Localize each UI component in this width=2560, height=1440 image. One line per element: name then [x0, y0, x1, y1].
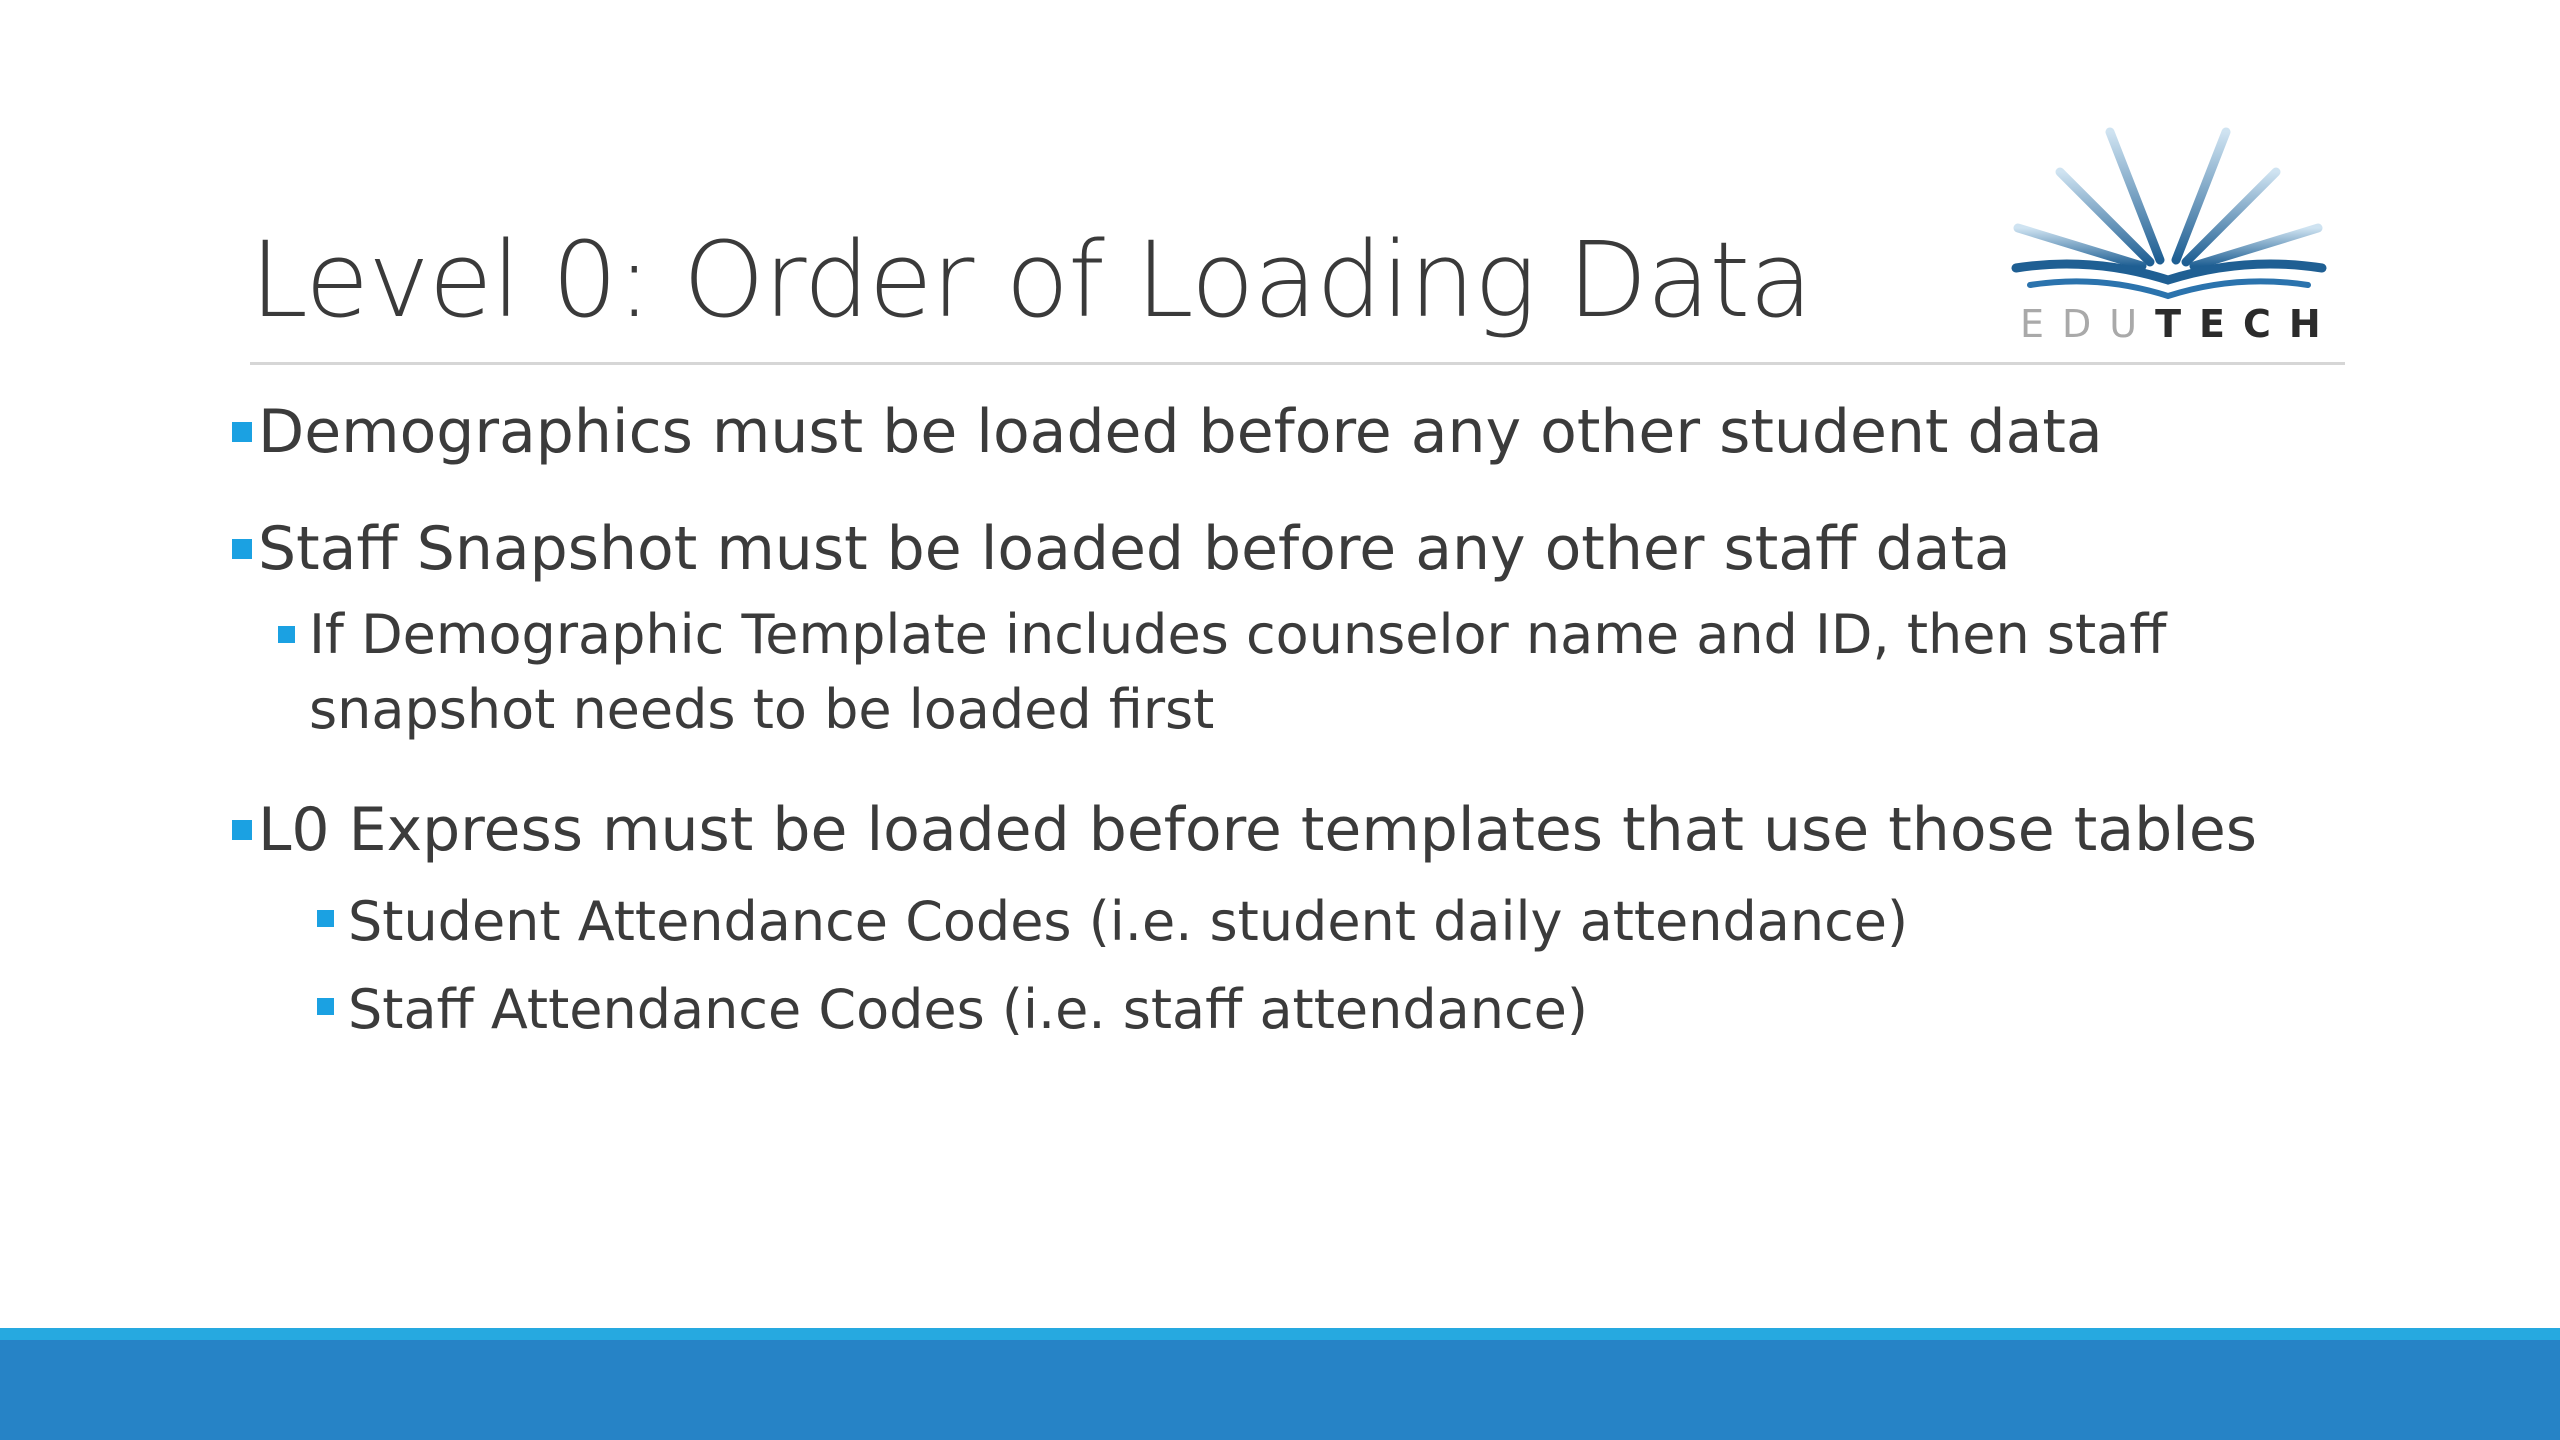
list-item — [232, 385, 2382, 480]
sub-bullet-text: If Demographic Template includes counselor name and ID, then staff snapshot needs to be loaded first — [309, 603, 2167, 741]
list-item — [232, 783, 2382, 878]
bullet-text: Staff Snapshot must be loaded before any other staff data — [258, 514, 2011, 584]
square-bullet-icon — [232, 422, 252, 442]
bullet-list — [232, 385, 2382, 1054]
slide-title: Level 0: Order of Loading Data — [250, 219, 1812, 341]
square-bullet-icon — [317, 910, 334, 927]
open-book-rays-icon — [2000, 110, 2340, 300]
footer-bar — [0, 1340, 2560, 1440]
list-item — [232, 502, 2382, 597]
bullet-text: L0 Express must be loaded before templates that use those tables — [258, 795, 2258, 865]
sub-bullet-text: Staff Attendance Codes (i.e. staff attendance) — [348, 978, 1588, 1041]
square-bullet-icon — [278, 626, 295, 643]
logo-wordmark: EDUTECH — [2020, 302, 2339, 346]
sub-bullet-text: Student Attendance Codes (i.e. student daily attendance) — [348, 890, 1909, 953]
square-bullet-icon — [232, 820, 252, 840]
title-divider — [250, 362, 2345, 365]
footer-accent-line — [0, 1328, 2560, 1340]
edutech-logo — [2000, 110, 2340, 355]
bullet-text: Demographics must be loaded before any other student data — [258, 397, 2103, 467]
list-item — [317, 966, 2382, 1054]
list-item — [317, 878, 2382, 966]
square-bullet-icon — [232, 539, 252, 559]
list-item — [278, 597, 2382, 747]
square-bullet-icon — [317, 998, 334, 1015]
